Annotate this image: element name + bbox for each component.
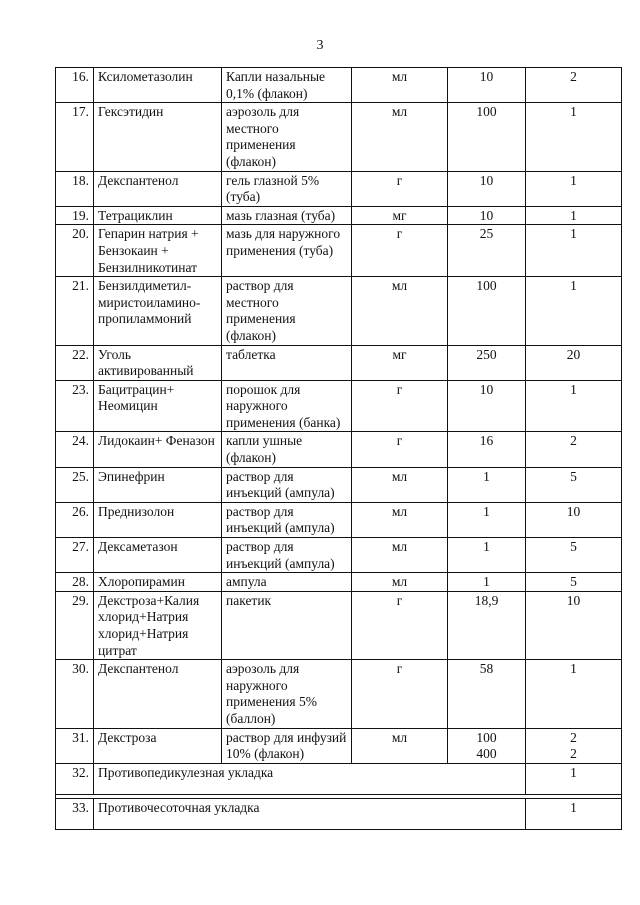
count: 1	[526, 103, 622, 171]
drug-name: Ксилометазолин	[94, 68, 222, 103]
kit-row	[56, 798, 622, 829]
quantity: 58	[448, 660, 526, 728]
dosage-form: Капли назальные 0,1% (флакон)	[222, 68, 352, 103]
count: 1	[526, 277, 622, 345]
row-number: 27.	[56, 538, 94, 573]
count: 1	[526, 225, 622, 277]
dosage-form: аэрозоль для наружного применения 5% (баллон)	[222, 660, 352, 728]
count: 10	[526, 591, 622, 659]
unit: мг	[352, 345, 448, 380]
count	[526, 728, 622, 763]
table-row	[56, 432, 622, 467]
count: 1	[526, 206, 622, 225]
table-row	[56, 380, 622, 432]
dosage-form: раствор для инъекций (ампула)	[222, 502, 352, 537]
dosage-form: мазь для наружного применения (туба)	[222, 225, 352, 277]
table-row	[56, 467, 622, 502]
count: 5	[526, 573, 622, 592]
drug-name: Декспантенол	[94, 171, 222, 206]
row-number: 32.	[56, 763, 94, 794]
drug-name: Преднизолон	[94, 502, 222, 537]
count: 1	[526, 660, 622, 728]
row-number: 31.	[56, 728, 94, 763]
drug-name: Тетрациклин	[94, 206, 222, 225]
quantity: 100	[448, 103, 526, 171]
quantity: 100	[448, 277, 526, 345]
row-number: 24.	[56, 432, 94, 467]
unit: мл	[352, 68, 448, 103]
quantity: 1	[448, 502, 526, 537]
count: 20	[526, 345, 622, 380]
quantity: 10	[448, 206, 526, 225]
drug-name: Хлоропирамин	[94, 573, 222, 592]
dosage-form: таблетка	[222, 345, 352, 380]
dosage-form: ампула	[222, 573, 352, 592]
row-number: 18.	[56, 171, 94, 206]
row-number: 22.	[56, 345, 94, 380]
quantity: 1	[448, 573, 526, 592]
quantity: 1	[448, 467, 526, 502]
count: 1	[526, 763, 622, 794]
quantity: 10	[448, 380, 526, 432]
table-row	[56, 277, 622, 345]
count: 1	[526, 171, 622, 206]
table-row	[56, 68, 622, 103]
unit: мл	[352, 103, 448, 171]
count-value: 2	[570, 746, 577, 762]
table-row	[56, 728, 622, 763]
dosage-form: порошок для наружного применения (банка)	[222, 380, 352, 432]
unit: г	[352, 171, 448, 206]
table-row	[56, 591, 622, 659]
count: 1	[526, 798, 622, 829]
quantity: 18,9	[448, 591, 526, 659]
dosage-form: аэрозоль для местного применения (флакон)	[222, 103, 352, 171]
drug-name: Дексаметазон	[94, 538, 222, 573]
row-number: 21.	[56, 277, 94, 345]
table-row	[56, 103, 622, 171]
drug-name: Декстроза	[94, 728, 222, 763]
table-row	[56, 538, 622, 573]
unit: мл	[352, 277, 448, 345]
row-number: 25.	[56, 467, 94, 502]
table-row	[56, 573, 622, 592]
kit-name: Противочесоточная укладка	[94, 798, 526, 829]
dosage-form: пакетик	[222, 591, 352, 659]
row-number: 29.	[56, 591, 94, 659]
quantity-value: 100	[476, 729, 497, 745]
unit: г	[352, 380, 448, 432]
unit: мл	[352, 502, 448, 537]
row-number: 19.	[56, 206, 94, 225]
dosage-form: раствор для инфузий 10% (флакон)	[222, 728, 352, 763]
quantity: 25	[448, 225, 526, 277]
dosage-form: раствор для местного применения (флакон)	[222, 277, 352, 345]
unit: мл	[352, 538, 448, 573]
table-row	[56, 225, 622, 277]
kit-name: Противопедикулезная укладка	[94, 763, 526, 794]
table-row	[56, 502, 622, 537]
table-row	[56, 171, 622, 206]
unit: г	[352, 225, 448, 277]
unit: мл	[352, 573, 448, 592]
drug-name: Декстроза+Калия хлорид+Натрия хлорид+Натрия цитрат	[94, 591, 222, 659]
drug-name: Уголь активированный	[94, 345, 222, 380]
kit-row	[56, 763, 622, 794]
row-number: 28.	[56, 573, 94, 592]
dosage-form: раствор для инъекций (ампула)	[222, 538, 352, 573]
count: 5	[526, 538, 622, 573]
drug-name: Декспантенол	[94, 660, 222, 728]
quantity: 1	[448, 538, 526, 573]
quantity: 250	[448, 345, 526, 380]
count: 2	[526, 68, 622, 103]
row-number: 20.	[56, 225, 94, 277]
row-number: 26.	[56, 502, 94, 537]
dosage-form: капли ушные (флакон)	[222, 432, 352, 467]
drug-name: Гексэтидин	[94, 103, 222, 171]
unit: мг	[352, 206, 448, 225]
dosage-form: мазь глазная (туба)	[222, 206, 352, 225]
count-value: 2	[570, 729, 577, 745]
unit: г	[352, 660, 448, 728]
row-number: 16.	[56, 68, 94, 103]
drug-name: Гепарин натрия + Бензокаин + Бензилникотинат	[94, 225, 222, 277]
drug-name: Эпинефрин	[94, 467, 222, 502]
drug-name: Бацитрацин+ Неомицин	[94, 380, 222, 432]
quantity	[448, 728, 526, 763]
page-number: 3	[316, 38, 324, 53]
row-number: 23.	[56, 380, 94, 432]
dosage-form: гель глазной 5% (туба)	[222, 171, 352, 206]
row-number: 30.	[56, 660, 94, 728]
unit: мл	[352, 728, 448, 763]
row-number: 17.	[56, 103, 94, 171]
drug-name: Лидокаин+ Феназон	[94, 432, 222, 467]
table-row	[56, 660, 622, 728]
count: 1	[526, 380, 622, 432]
unit: г	[352, 432, 448, 467]
dosage-form: раствор для инъекций (ампула)	[222, 467, 352, 502]
quantity: 10	[448, 68, 526, 103]
medication-table	[55, 67, 622, 830]
unit: г	[352, 591, 448, 659]
count: 5	[526, 467, 622, 502]
row-number: 33.	[56, 798, 94, 829]
count: 10	[526, 502, 622, 537]
table-row	[56, 345, 622, 380]
count: 2	[526, 432, 622, 467]
quantity-value: 400	[476, 746, 497, 762]
table-row	[56, 206, 622, 225]
quantity: 16	[448, 432, 526, 467]
drug-name: Бензилдиметил-миристоиламино-пропиламмоний	[94, 277, 222, 345]
quantity: 10	[448, 171, 526, 206]
unit: мл	[352, 467, 448, 502]
